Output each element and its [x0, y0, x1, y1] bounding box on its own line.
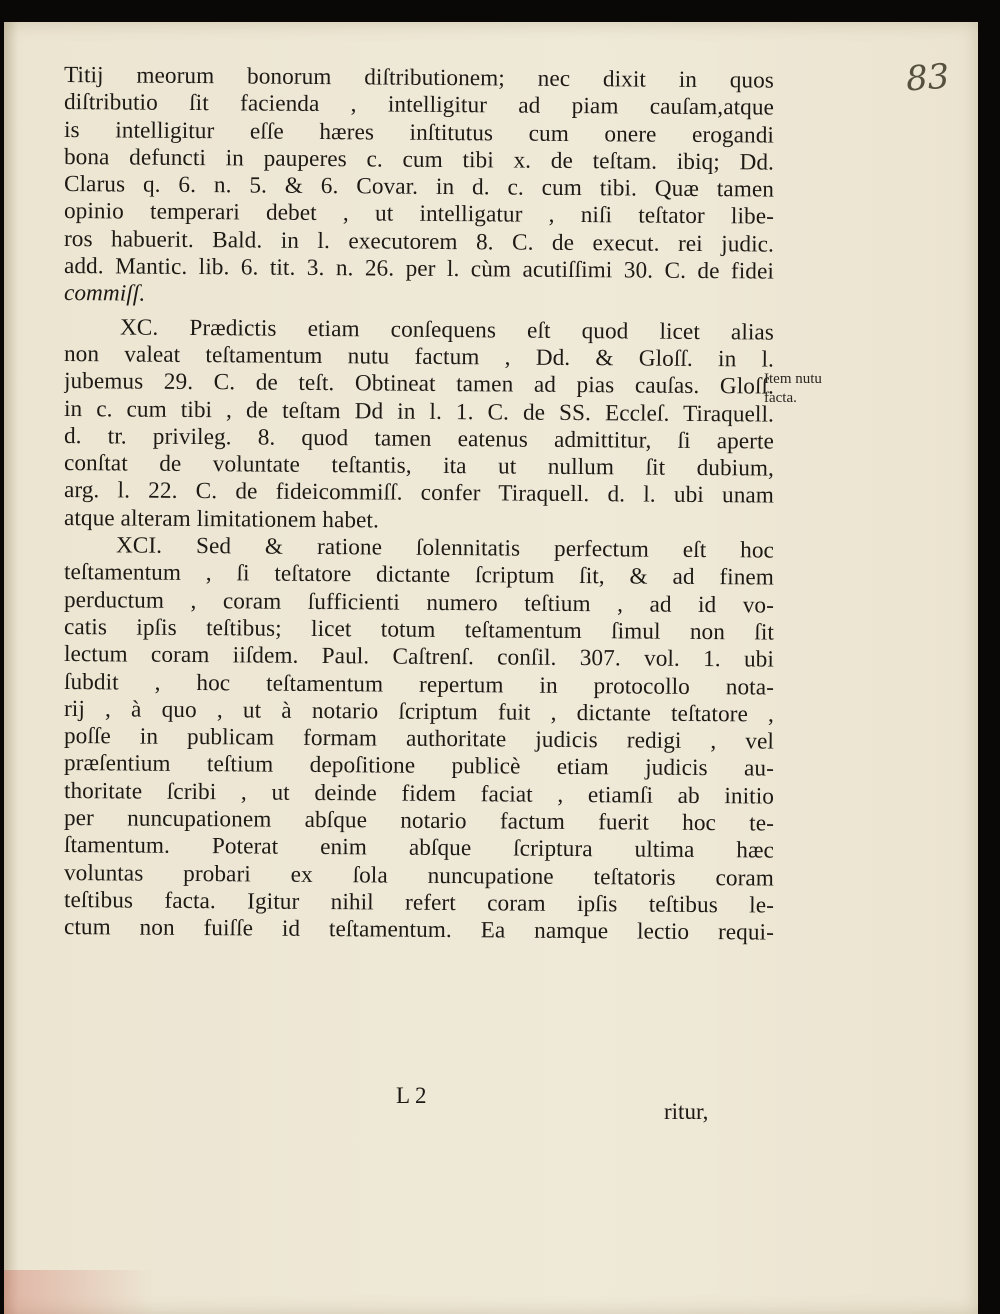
main-text — [63, 62, 775, 946]
page-edge-stain — [4, 1270, 154, 1314]
text-line: atque alteram limitationem habet. — [63, 504, 380, 534]
text-line: catis ipſis teſtibus; licet totum teſtamentum ſimul non ſit — [63, 613, 775, 646]
text-line: is intelligitur eſſe hæres inſtitutus cum onere erogandi — [63, 116, 775, 149]
text-line: poſſe in publicam formam authoritate judicis redigi , vel — [63, 723, 775, 755]
text-line: d. tr. privileg. 8. quod tamen eatenus admittitur, ſi aperte — [63, 422, 775, 455]
text-line: jubemus 29. C. de teſt. Obtineat tamen ad pias cauſas. Gloſſ. — [63, 368, 775, 400]
text-line: commiſſ. — [63, 280, 146, 308]
margin-note — [764, 370, 822, 408]
signature-mark: L 2 — [396, 1083, 427, 1108]
text-line: in c. cum tibi , de teſtam Dd in l. 1. C. de SS. Eccleſ. Tiraquell. — [63, 395, 775, 428]
text-line: bona defuncti in pauperes c. cum tibi x. de teſtam. ibiq; Dd. — [63, 143, 775, 176]
text-line: opinio temperari debet , ut intelligatur , niſi teſtator libe- — [63, 198, 775, 231]
text-line: Clarus q. 6. n. 5. & 6. Covar. in d. c. cum tibi. Quæ tamen — [63, 171, 775, 203]
text-line: conſtat de voluntate teſtantis, ita ut nullum ſit dubium, — [63, 450, 775, 482]
margin-note-line: facta. — [764, 390, 797, 406]
text-line: non valeat teſtamentum nutu factum , Dd. & Gloſſ. in l. — [63, 340, 775, 373]
text-line: lectum coram iiſdem. Paul. Caſtrenſ. conſil. 307. vol. 1. ubi — [63, 641, 775, 673]
text-line: ſubdit , hoc teſtamentum repertum in protocollo nota- — [63, 668, 775, 701]
text-line: add. Mantic. lib. 6. tit. 3. n. 26. per l. cùm acutiſſimi 30. C. de fidei — [63, 253, 775, 285]
text-line: per nuncupationem abſque notario factum fuerit hoc te- — [63, 805, 775, 837]
text-line: ctum non fuiſſe id teſtamentum. Ea namque lectio requi- — [63, 914, 775, 946]
text-line: diſtributio ſit facienda , intelligitur ad piam cauſam,atque — [63, 89, 775, 121]
margin-note-line: Item nutu — [764, 371, 822, 387]
text-line: præſentium teſtium depoſitione publicè etiam judicis au- — [63, 750, 775, 782]
text-line: ros habuerit. Bald. in l. executorem 8. C. de execut. rei judic. — [63, 225, 775, 258]
text-line: teſtamentum , ſi teſtatore dictante ſcriptum ſit, & ad finem — [63, 559, 775, 591]
text-line: rij , à quo , ut à notario ſcriptum fuit , dictante teſtatore , — [63, 695, 775, 728]
text-line: teſtibus facta. Igitur nihil refert coram ipſis teſtibus le- — [63, 886, 775, 919]
text-line: voluntas probari ex ſola nuncupatione teſtatoris coram — [63, 859, 775, 892]
text-line: ſtamentum. Poterat enim abſque ſcriptura ultima hæc — [63, 832, 775, 864]
folio-number: 83 — [904, 56, 951, 100]
text-line: thoritate ſcribi , ut deinde fidem faciat , etiamſi ab initio — [63, 777, 775, 810]
section-start-xc: XC. Prædictis etiam conſequens eſt quod licet alias — [119, 314, 775, 346]
text-line: arg. l. 22. C. de fideicommiſſ. confer Tiraquell. d. l. ubi unam — [63, 477, 775, 510]
text-line: perductum , coram ſufficienti numero teſtium , ad id vo- — [63, 586, 775, 619]
text-line: Titij meorum bonorum diſtributionem; nec dixit in quos — [63, 62, 775, 94]
catchword: ritur, — [664, 1099, 709, 1124]
section-start-xci: XCI. Sed & ratione ſolennitatis perfectum eſt hoc — [115, 532, 775, 564]
